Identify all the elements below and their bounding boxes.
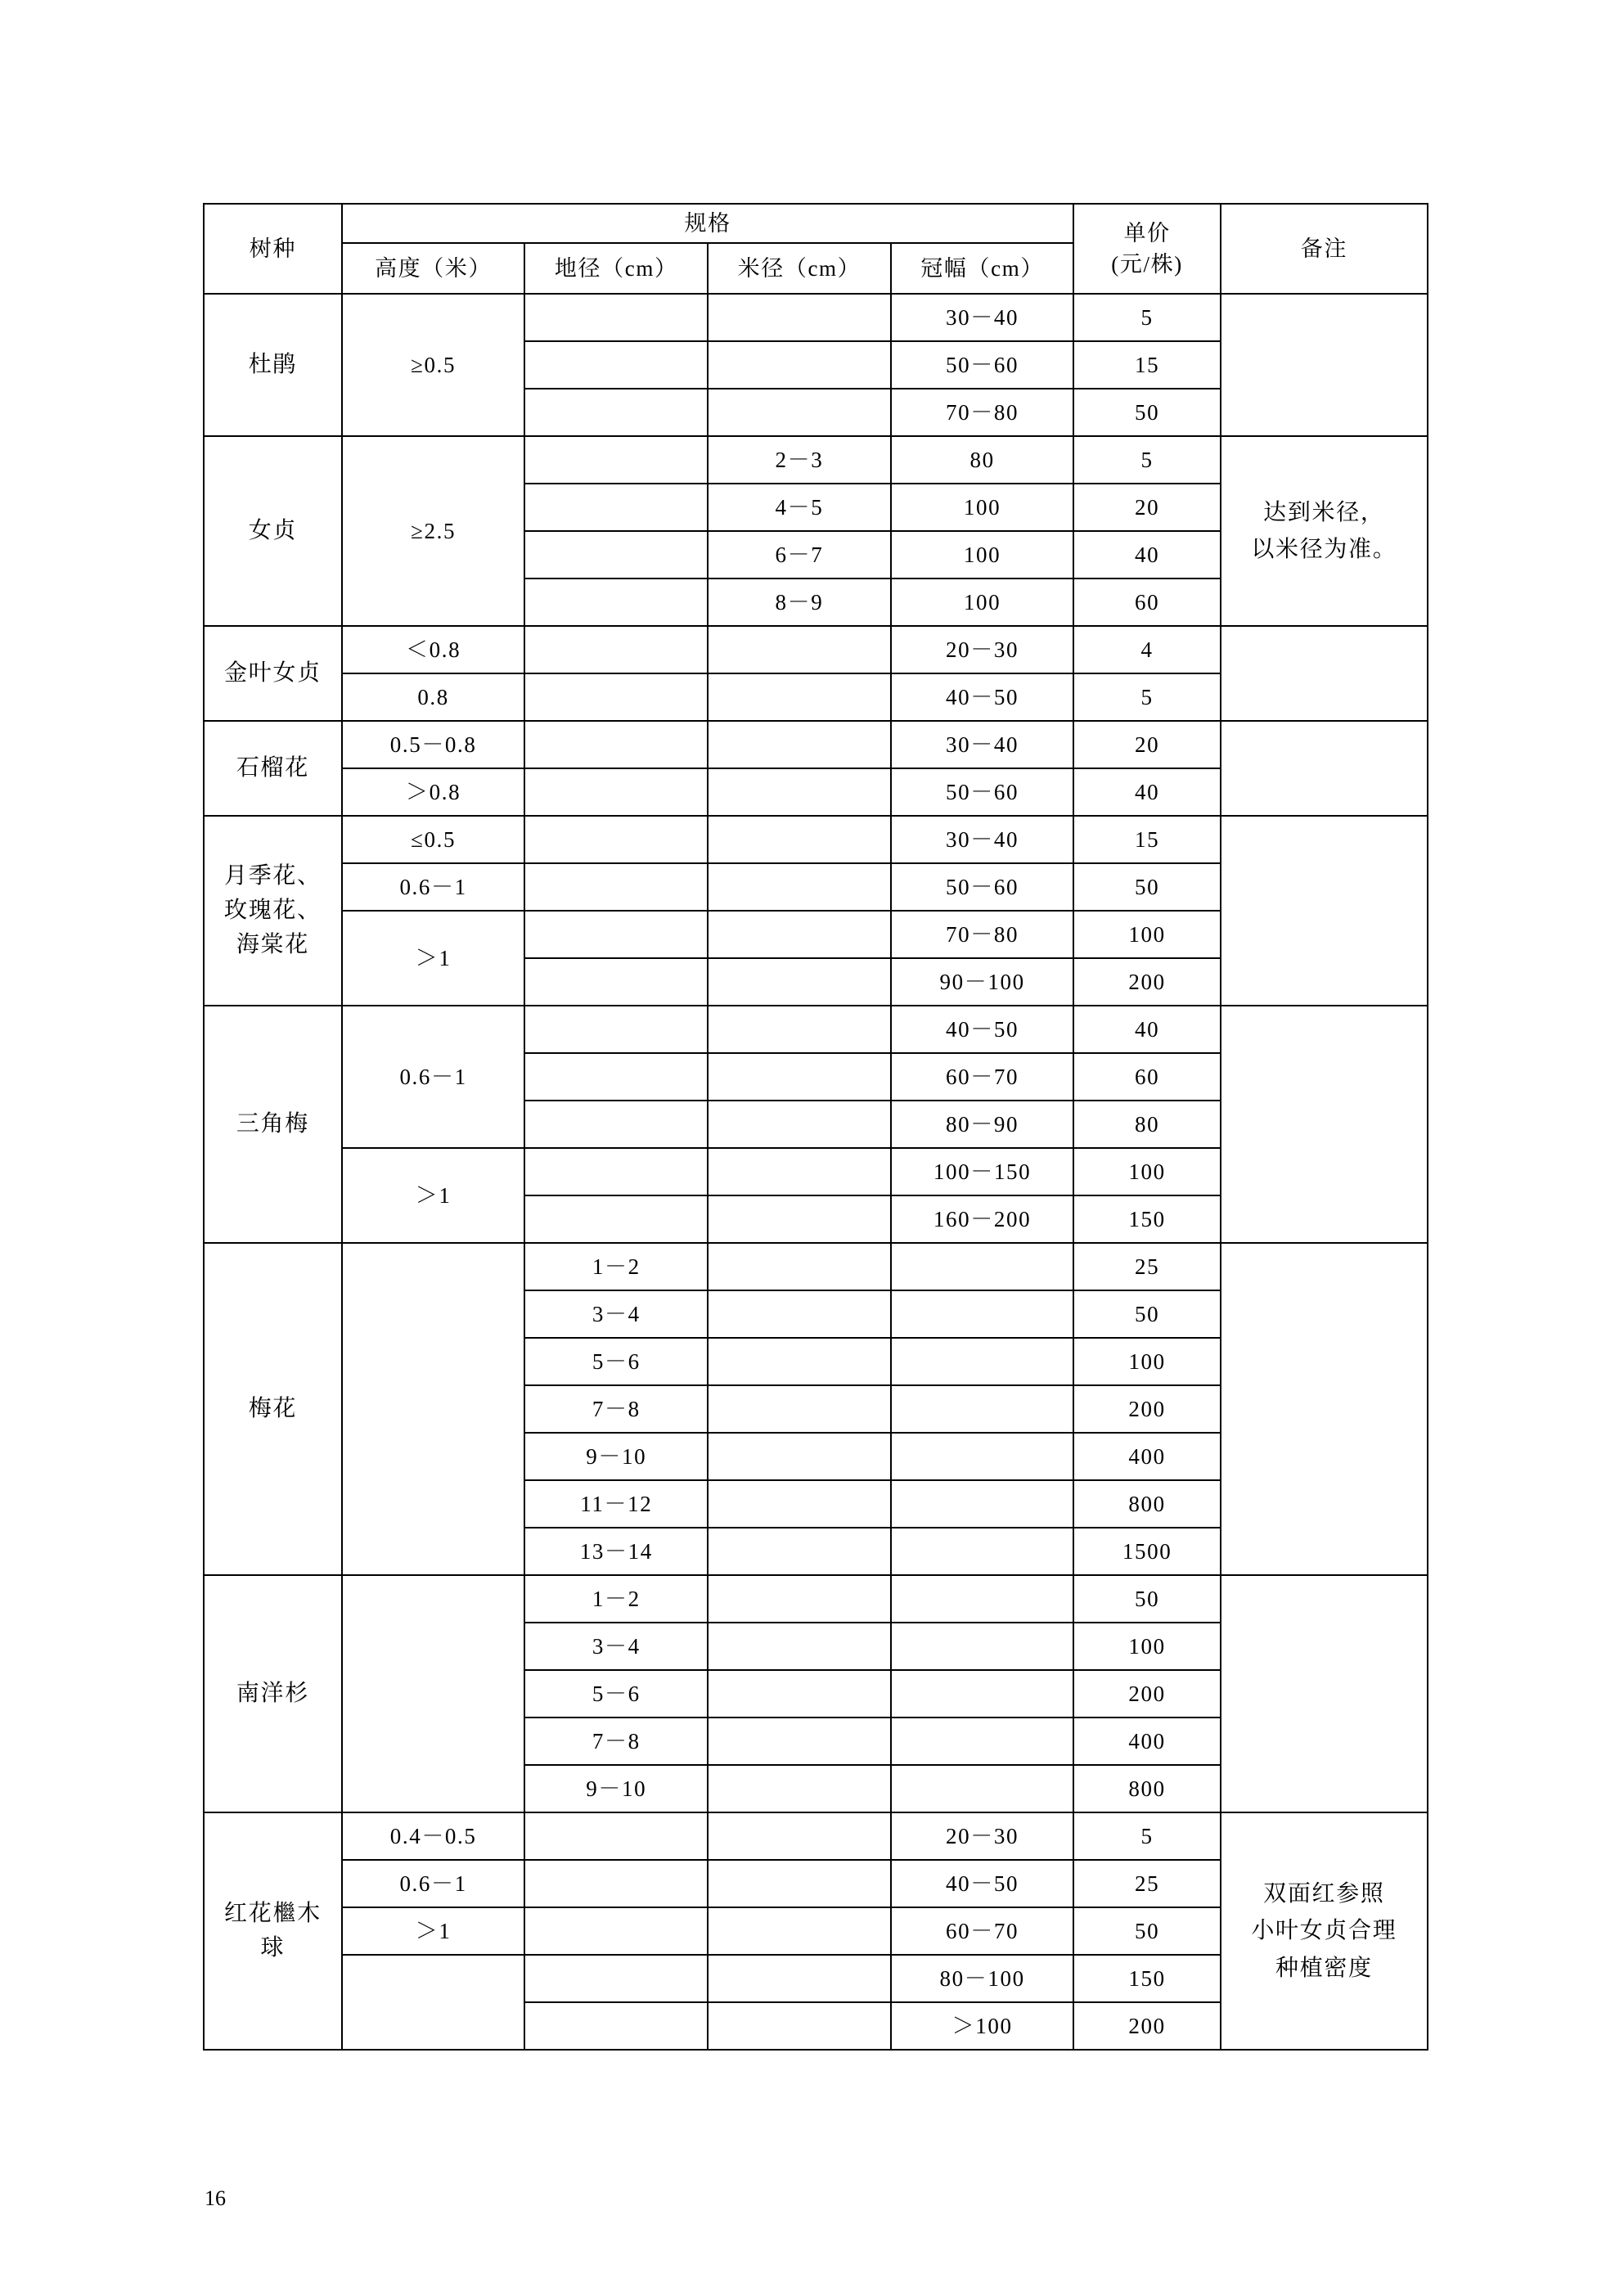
cell-height — [342, 1575, 525, 1812]
cell-ground-diameter: 1－2 — [524, 1575, 708, 1623]
cell-crown-width: 80－100 — [891, 1955, 1074, 2002]
cell-crown-width: 100 — [891, 531, 1074, 579]
cell-crown-width: 30－40 — [891, 294, 1074, 341]
cell-crown-width — [891, 1338, 1074, 1385]
cell-meter-diameter — [708, 1338, 891, 1385]
cell-ground-diameter: 5－6 — [524, 1670, 708, 1717]
cell-remark — [1221, 1812, 1428, 2050]
cell-meter-diameter — [708, 341, 891, 389]
cell-meter-diameter — [708, 1907, 891, 1955]
cell-unit-price: 100 — [1073, 1623, 1220, 1670]
cell-crown-width: 70－80 — [891, 389, 1074, 436]
cell-meter-diameter — [708, 863, 891, 911]
cell-crown-width — [891, 1480, 1074, 1528]
cell-remark-line: 以米径为准。 — [1251, 537, 1397, 562]
cell-species-line: 红花檵木 — [224, 1901, 322, 1926]
cell-crown-width: 20－30 — [891, 626, 1074, 673]
cell-remark — [1221, 1243, 1428, 1575]
table-header — [204, 204, 1428, 294]
cell-ground-diameter — [524, 1860, 708, 1907]
cell-ground-diameter: 11－12 — [524, 1480, 708, 1528]
cell-unit-price: 40 — [1073, 531, 1220, 579]
cell-height: ≤0.5 — [342, 816, 525, 863]
cell-crown-width: 100 — [891, 484, 1074, 531]
header-unit-price-line2: (元/株) — [1111, 252, 1183, 277]
cell-height: ＜0.8 — [342, 626, 525, 673]
cell-unit-price: 60 — [1073, 579, 1220, 626]
cell-meter-diameter — [708, 389, 891, 436]
cell-ground-diameter: 5－6 — [524, 1338, 708, 1385]
cell-crown-width: ＞100 — [891, 2002, 1074, 2050]
cell-unit-price: 5 — [1073, 436, 1220, 484]
cell-height: 0.6－1 — [342, 1860, 525, 1907]
cell-ground-diameter — [524, 911, 708, 958]
spec-table-container — [203, 203, 1428, 2051]
cell-remark — [1221, 294, 1428, 436]
cell-ground-diameter — [524, 768, 708, 816]
cell-unit-price: 400 — [1073, 1433, 1220, 1480]
cell-unit-price: 100 — [1073, 911, 1220, 958]
cell-unit-price: 50 — [1073, 1575, 1220, 1623]
cell-species: 南洋杉 — [204, 1575, 342, 1812]
cell-crown-width — [891, 1290, 1074, 1338]
cell-crown-width — [891, 1765, 1074, 1812]
cell-meter-diameter — [708, 1955, 891, 2002]
cell-unit-price: 4 — [1073, 626, 1220, 673]
cell-crown-width: 40－50 — [891, 1860, 1074, 1907]
cell-crown-width: 90－100 — [891, 958, 1074, 1006]
cell-remark-line: 双面红参照 — [1263, 1880, 1385, 1907]
header-remark: 备注 — [1221, 204, 1428, 294]
table-row — [204, 1006, 1428, 1053]
header-unit-price — [1073, 204, 1220, 294]
cell-species: 金叶女贞 — [204, 626, 342, 721]
cell-unit-price: 150 — [1073, 1195, 1220, 1243]
cell-meter-diameter — [708, 1575, 891, 1623]
cell-crown-width: 30－40 — [891, 816, 1074, 863]
cell-species-line: 海棠花 — [236, 932, 309, 957]
header-unit-price-line1: 单价 — [1123, 220, 1171, 245]
cell-meter-diameter: 2－3 — [708, 436, 891, 484]
cell-unit-price: 80 — [1073, 1101, 1220, 1148]
cell-ground-diameter — [524, 863, 708, 911]
cell-meter-diameter — [708, 911, 891, 958]
table-row — [204, 1243, 1428, 1290]
cell-height: ＞1 — [342, 1907, 525, 1955]
cell-ground-diameter: 1－2 — [524, 1243, 708, 1290]
header-meter-diameter: 米径（cm） — [708, 243, 891, 294]
cell-crown-width: 40－50 — [891, 673, 1074, 721]
cell-ground-diameter: 3－4 — [524, 1290, 708, 1338]
cell-ground-diameter — [524, 484, 708, 531]
cell-species — [204, 816, 342, 1006]
cell-ground-diameter — [524, 1955, 708, 2002]
tree-species-spec-price-table — [203, 203, 1428, 2051]
cell-meter-diameter: 6－7 — [708, 531, 891, 579]
cell-unit-price: 40 — [1073, 768, 1220, 816]
cell-unit-price: 40 — [1073, 1006, 1220, 1053]
cell-ground-diameter: 7－8 — [524, 1717, 708, 1765]
cell-height: ＞1 — [342, 1148, 525, 1243]
cell-ground-diameter — [524, 626, 708, 673]
cell-ground-diameter — [524, 341, 708, 389]
cell-unit-price: 200 — [1073, 958, 1220, 1006]
cell-crown-width: 80－90 — [891, 1101, 1074, 1148]
cell-ground-diameter — [524, 1006, 708, 1053]
cell-unit-price: 15 — [1073, 816, 1220, 863]
cell-ground-diameter — [524, 1101, 708, 1148]
cell-crown-width: 160－200 — [891, 1195, 1074, 1243]
cell-unit-price: 50 — [1073, 389, 1220, 436]
cell-ground-diameter — [524, 673, 708, 721]
cell-ground-diameter — [524, 579, 708, 626]
cell-ground-diameter — [524, 1907, 708, 1955]
cell-crown-width: 80 — [891, 436, 1074, 484]
cell-meter-diameter — [708, 1528, 891, 1575]
page-number: 16 — [205, 2186, 226, 2210]
table-row — [204, 436, 1428, 484]
cell-meter-diameter — [708, 1812, 891, 1860]
cell-crown-width: 70－80 — [891, 911, 1074, 958]
cell-meter-diameter — [708, 721, 891, 768]
cell-remark — [1221, 626, 1428, 721]
table-row — [204, 721, 1428, 768]
cell-ground-diameter — [524, 1053, 708, 1101]
cell-remark — [1221, 816, 1428, 1006]
cell-unit-price: 800 — [1073, 1480, 1220, 1528]
cell-species: 石榴花 — [204, 721, 342, 816]
cell-meter-diameter — [708, 1148, 891, 1195]
table-row — [204, 294, 1428, 341]
cell-ground-diameter — [524, 958, 708, 1006]
cell-meter-diameter — [708, 1717, 891, 1765]
cell-unit-price: 20 — [1073, 484, 1220, 531]
table-row — [204, 816, 1428, 863]
cell-height: ＞1 — [342, 911, 525, 1006]
cell-unit-price: 50 — [1073, 863, 1220, 911]
cell-ground-diameter — [524, 294, 708, 341]
cell-height: ＞0.8 — [342, 768, 525, 816]
cell-ground-diameter: 9－10 — [524, 1765, 708, 1812]
cell-unit-price: 200 — [1073, 1385, 1220, 1433]
cell-remark — [1221, 1006, 1428, 1243]
cell-ground-diameter — [524, 436, 708, 484]
cell-species: 三角梅 — [204, 1006, 342, 1243]
cell-meter-diameter: 8－9 — [708, 579, 891, 626]
cell-meter-diameter — [708, 768, 891, 816]
cell-height: 0.6－1 — [342, 1006, 525, 1148]
cell-crown-width — [891, 1385, 1074, 1433]
cell-species: 女贞 — [204, 436, 342, 626]
cell-meter-diameter — [708, 2002, 891, 2050]
cell-remark-line: 种植密度 — [1275, 1955, 1373, 1981]
cell-unit-price: 800 — [1073, 1765, 1220, 1812]
cell-unit-price: 5 — [1073, 1812, 1220, 1860]
cell-meter-diameter — [708, 1433, 891, 1480]
cell-ground-diameter — [524, 1812, 708, 1860]
cell-ground-diameter — [524, 531, 708, 579]
cell-height: 0.6－1 — [342, 863, 525, 911]
cell-meter-diameter — [708, 1385, 891, 1433]
cell-species-line: 月季花、 — [224, 863, 322, 889]
cell-ground-diameter: 9－10 — [524, 1433, 708, 1480]
cell-ground-diameter — [524, 1195, 708, 1243]
cell-crown-width: 60－70 — [891, 1907, 1074, 1955]
table-row — [204, 1575, 1428, 1623]
cell-meter-diameter — [708, 1243, 891, 1290]
cell-unit-price: 50 — [1073, 1290, 1220, 1338]
cell-remark-line: 小叶女贞合理 — [1251, 1918, 1397, 1944]
cell-meter-diameter — [708, 958, 891, 1006]
cell-height: ≥2.5 — [342, 436, 525, 626]
header-spec-group: 规格 — [342, 204, 1074, 243]
cell-meter-diameter — [708, 1860, 891, 1907]
cell-ground-diameter: 3－4 — [524, 1623, 708, 1670]
cell-species: 梅花 — [204, 1243, 342, 1575]
cell-meter-diameter — [708, 294, 891, 341]
cell-meter-diameter — [708, 1765, 891, 1812]
cell-meter-diameter — [708, 816, 891, 863]
cell-meter-diameter — [708, 673, 891, 721]
cell-unit-price: 150 — [1073, 1955, 1220, 2002]
cell-ground-diameter — [524, 1148, 708, 1195]
table-header-row-top — [204, 204, 1428, 243]
cell-height — [342, 1955, 525, 2050]
cell-crown-width: 40－50 — [891, 1006, 1074, 1053]
cell-unit-price: 60 — [1073, 1053, 1220, 1101]
cell-crown-width: 60－70 — [891, 1053, 1074, 1101]
cell-species-line: 玫瑰花、 — [224, 898, 322, 923]
cell-meter-diameter — [708, 1006, 891, 1053]
cell-unit-price: 200 — [1073, 2002, 1220, 2050]
cell-unit-price: 15 — [1073, 341, 1220, 389]
table-row — [204, 1812, 1428, 1860]
cell-meter-diameter — [708, 1480, 891, 1528]
cell-unit-price: 5 — [1073, 294, 1220, 341]
cell-species: 杜鹃 — [204, 294, 342, 436]
header-height: 高度（米） — [342, 243, 525, 294]
cell-species-line: 球 — [260, 1935, 286, 1961]
cell-crown-width — [891, 1717, 1074, 1765]
cell-crown-width — [891, 1623, 1074, 1670]
cell-unit-price: 100 — [1073, 1148, 1220, 1195]
cell-crown-width: 30－40 — [891, 721, 1074, 768]
header-crown-width: 冠幅（cm） — [891, 243, 1074, 294]
table-body — [204, 294, 1428, 2050]
cell-unit-price: 5 — [1073, 673, 1220, 721]
cell-crown-width: 50－60 — [891, 768, 1074, 816]
cell-meter-diameter — [708, 1670, 891, 1717]
cell-unit-price: 100 — [1073, 1338, 1220, 1385]
cell-remark — [1221, 1575, 1428, 1812]
cell-remark — [1221, 436, 1428, 626]
table-row — [204, 626, 1428, 673]
cell-crown-width: 20－30 — [891, 1812, 1074, 1860]
cell-crown-width: 100－150 — [891, 1148, 1074, 1195]
cell-remark-line: 达到米径， — [1263, 499, 1385, 525]
cell-ground-diameter — [524, 721, 708, 768]
cell-unit-price: 25 — [1073, 1243, 1220, 1290]
cell-remark — [1221, 721, 1428, 816]
cell-meter-diameter — [708, 1290, 891, 1338]
cell-unit-price: 50 — [1073, 1907, 1220, 1955]
cell-meter-diameter — [708, 1623, 891, 1670]
cell-crown-width — [891, 1243, 1074, 1290]
cell-crown-width — [891, 1528, 1074, 1575]
cell-height: 0.5－0.8 — [342, 721, 525, 768]
cell-meter-diameter — [708, 1053, 891, 1101]
cell-ground-diameter — [524, 816, 708, 863]
cell-ground-diameter — [524, 2002, 708, 2050]
cell-ground-diameter — [524, 389, 708, 436]
cell-ground-diameter: 7－8 — [524, 1385, 708, 1433]
cell-height — [342, 1243, 525, 1575]
cell-unit-price: 20 — [1073, 721, 1220, 768]
cell-meter-diameter — [708, 1195, 891, 1243]
cell-meter-diameter — [708, 626, 891, 673]
cell-crown-width — [891, 1575, 1074, 1623]
cell-crown-width: 100 — [891, 579, 1074, 626]
cell-height: 0.4－0.5 — [342, 1812, 525, 1860]
cell-unit-price: 400 — [1073, 1717, 1220, 1765]
cell-unit-price: 1500 — [1073, 1528, 1220, 1575]
cell-ground-diameter: 13－14 — [524, 1528, 708, 1575]
header-species: 树种 — [204, 204, 342, 294]
cell-height: 0.8 — [342, 673, 525, 721]
cell-unit-price: 25 — [1073, 1860, 1220, 1907]
header-ground-diameter: 地径（cm） — [524, 243, 708, 294]
cell-unit-price: 200 — [1073, 1670, 1220, 1717]
cell-crown-width: 50－60 — [891, 341, 1074, 389]
cell-crown-width — [891, 1433, 1074, 1480]
cell-species — [204, 1812, 342, 2050]
cell-crown-width: 50－60 — [891, 863, 1074, 911]
cell-meter-diameter — [708, 1101, 891, 1148]
cell-height: ≥0.5 — [342, 294, 525, 436]
cell-meter-diameter: 4－5 — [708, 484, 891, 531]
cell-crown-width — [891, 1670, 1074, 1717]
